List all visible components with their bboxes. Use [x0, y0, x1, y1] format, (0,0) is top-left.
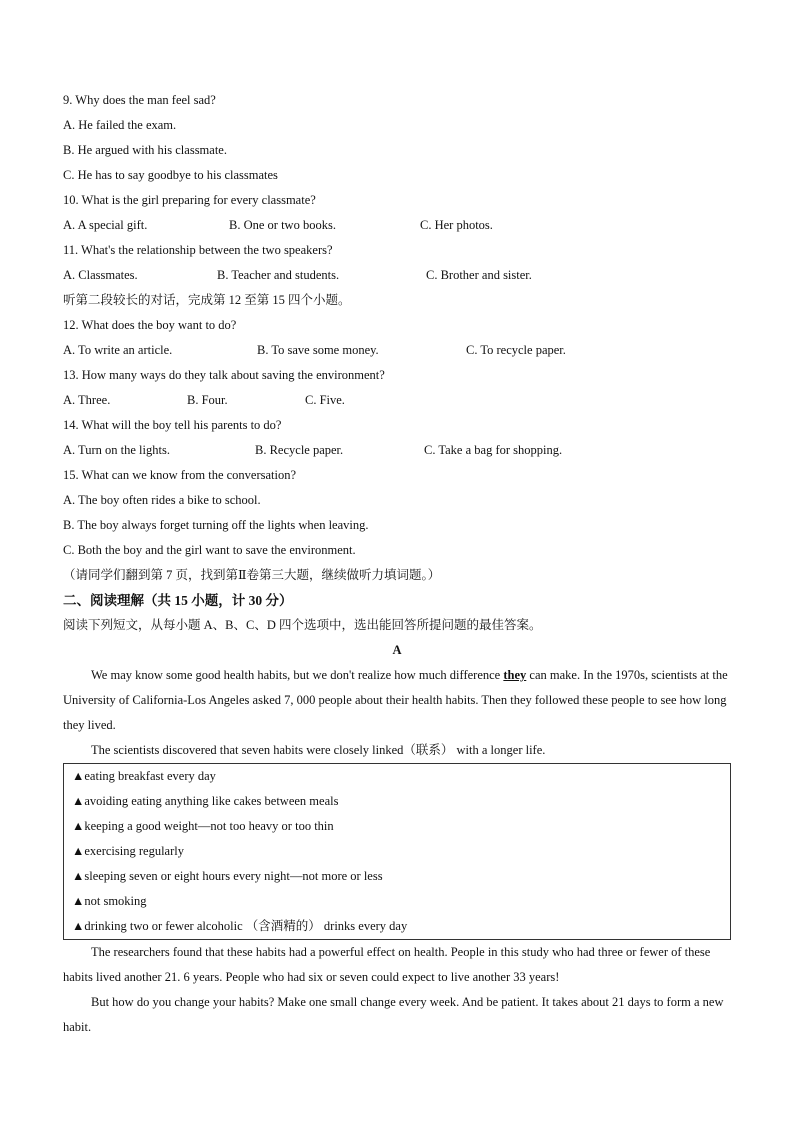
question-10-option-b: B. One or two books.	[229, 218, 336, 232]
question-13-option-b: B. Four.	[187, 393, 228, 407]
listening-continue-note: （请同学们翻到第 7 页，找到第Ⅱ卷第三大题，继续做听力填词题。）	[63, 568, 441, 582]
question-10-option-a: A. A special gift.	[63, 218, 148, 232]
question-10-option-c: C. Her photos.	[420, 218, 493, 232]
question-9-option-a: A. He failed the exam.	[63, 118, 177, 132]
question-11-option-a: A. Classmates.	[63, 268, 138, 282]
habit-item: ▲avoiding eating anything like cakes between meals	[72, 794, 339, 808]
habits-box	[63, 763, 731, 940]
question-11-options	[63, 263, 731, 288]
question-12-stem: 12. What does the boy want to do?	[63, 318, 237, 332]
question-9-option-c: C. He has to say goodbye to his classmates	[63, 168, 278, 182]
question-14-stem: 14. What will the boy tell his parents to do?	[63, 418, 282, 432]
question-15-option-c: C. Both the boy and the girl want to save the environment.	[63, 543, 356, 557]
question-11-option-c: C. Brother and sister.	[426, 268, 532, 282]
habit-item: ▲drinking two or fewer alcoholic （含酒精的） drinks every day	[72, 919, 408, 933]
question-10-options	[63, 213, 731, 238]
section-instruction-12-15: 听第二段较长的对话，完成第 12 至第 15 四个小题。	[63, 293, 351, 307]
exam-page	[63, 88, 731, 1040]
question-15-stem: 15. What can we know from the conversation?	[63, 468, 297, 482]
paragraph-1-text-after: can make. In the 1970s, scientists at the University of California-Los Angeles asked 7, 000 people about their health habits. Then they followed these people to see how long they lived.	[63, 668, 728, 732]
question-12-option-a: A. To write an article.	[63, 343, 173, 357]
question-13-options	[63, 388, 731, 413]
habit-item: ▲sleeping seven or eight hours every night—not more or less	[72, 869, 383, 883]
question-10-stem: 10. What is the girl preparing for every classmate?	[63, 193, 316, 207]
underlined-word: they	[503, 668, 527, 682]
passage-paragraph-4: But how do you change your habits? Make one small change every week. And be patient. It takes about 21 days to form a new habit.	[63, 995, 724, 1034]
question-12-option-c: C. To recycle paper.	[466, 343, 566, 357]
question-15-option-a: A. The boy often rides a bike to school.	[63, 493, 261, 507]
habit-item: ▲exercising regularly	[72, 844, 184, 858]
question-14-option-a: A. Turn on the lights.	[63, 443, 170, 457]
question-11-option-b: B. Teacher and students.	[217, 268, 340, 282]
question-14-options	[63, 438, 731, 463]
habit-item: ▲not smoking	[72, 894, 147, 908]
habit-item: ▲keeping a good weight—not too heavy or too thin	[72, 819, 334, 833]
reading-instruction: 阅读下列短文，从每小题 A、B、C、D 四个选项中，选出能回答所提问题的最佳答案。	[63, 618, 542, 632]
question-12-option-b: B. To save some money.	[257, 343, 379, 357]
question-15-option-b: B. The boy always forget turning off the lights when leaving.	[63, 518, 369, 532]
question-13-option-c: C. Five.	[305, 393, 345, 407]
question-13-option-a: A. Three.	[63, 393, 111, 407]
question-11-stem: 11. What's the relationship between the two speakers?	[63, 243, 333, 257]
question-12-options	[63, 338, 731, 363]
question-14-option-c: C. Take a bag for shopping.	[424, 443, 563, 457]
question-9-option-b: B. He argued with his classmate.	[63, 143, 227, 157]
passage-label: A	[392, 643, 402, 657]
reading-section-title: 二、阅读理解（共 15 小题，计 30 分）	[63, 593, 293, 608]
passage-paragraph-1	[63, 663, 731, 738]
passage-paragraph-3: The researchers found that these habits had a powerful effect on health. People in this study who had three or fewer of these habits lived another 21. 6 years. People who had six or seven could expect to live another 33 years!	[63, 945, 711, 984]
habit-item: ▲eating breakfast every day	[72, 769, 216, 783]
paragraph-1-text-before: We may know some good health habits, but we don't realize how much difference	[91, 668, 504, 682]
question-13-stem: 13. How many ways do they talk about saving the environment?	[63, 368, 385, 382]
question-14-option-b: B. Recycle paper.	[255, 443, 344, 457]
passage-paragraph-2: The scientists discovered that seven habits were closely linked（联系） with a longer life.	[91, 743, 546, 757]
question-9-stem: 9. Why does the man feel sad?	[63, 93, 216, 107]
